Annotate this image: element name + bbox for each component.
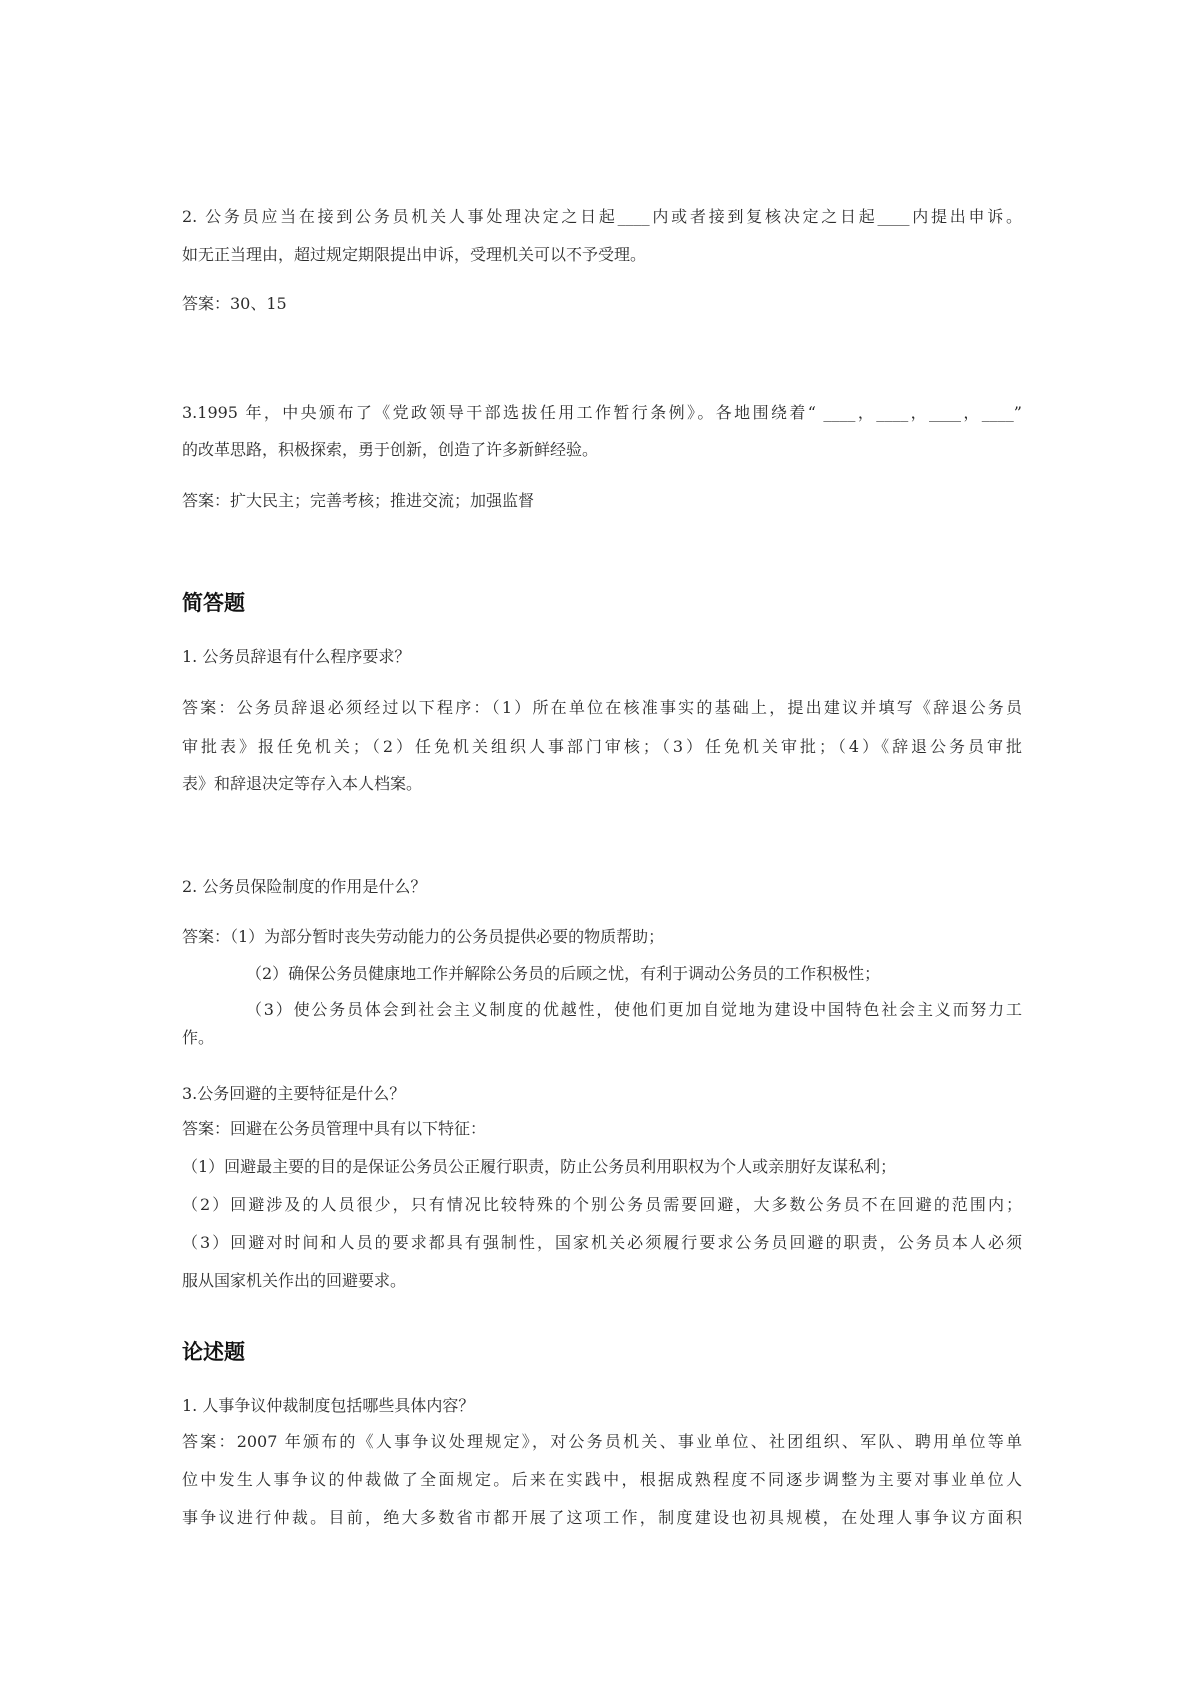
fill-in-question-2-line-2: 如无正当理由，超过规定期限提出申诉，受理机关可以不予受理。 <box>182 245 647 264</box>
short-answer-1-answer-line-2: 审批表》报任免机关；（2）任免机关组织人事部门审核；（3）任免机关审批；（4）《辞退公务员审批 <box>182 737 1022 756</box>
short-answer-2-answer-line-3: （3）使公务员体会到社会主义制度的优越性，使他们更加自觉地为建设中国特色社会主义而努力工 <box>246 1000 1022 1019</box>
short-answer-2-answer-line-2: （2）确保公务员健康地工作并解除公务员的后顾之忧，有利于调动公务员的工作积极性； <box>246 964 881 983</box>
short-answer-question-3: 3.公务回避的主要特征是什么？ <box>182 1084 406 1103</box>
short-answer-question-2: 2. 公务员保险制度的作用是什么？ <box>182 877 427 896</box>
short-answer-3-answer-line-1: 答案：回避在公务员管理中具有以下特征： <box>182 1119 487 1138</box>
short-answer-2-answer-line-4: 作。 <box>182 1028 215 1047</box>
essay-heading: 论述题 <box>182 1339 245 1364</box>
short-answer-3-answer-line-4: （3）回避对时间和人员的要求都具有强制性，国家机关必须履行要求公务员回避的职责，公务员本人必须 <box>182 1233 1022 1252</box>
essay-1-answer-line-3: 事争议进行仲裁。目前，绝大多数省市都开展了这项工作，制度建设也初具规模，在处理人事争议方面积 <box>182 1508 1022 1527</box>
essay-1-answer-line-2: 位中发生人事争议的仲裁做了全面规定。后来在实践中，根据成熟程度不同逐步调整为主要对事业单位人 <box>182 1470 1022 1489</box>
fill-in-question-3-line-1: 3.1995 年，中央颁布了《党政领导干部选拔任用工作暂行条例》。各地围绕着“ ____，____，____，____” <box>182 403 1022 422</box>
short-answer-3-answer-line-2: （1）回避最主要的目的是保证公务员公正履行职责，防止公务员利用职权为个人或亲朋好友谋私利； <box>182 1157 897 1176</box>
short-answer-3-answer-line-5: 服从国家机关作出的回避要求。 <box>182 1271 407 1290</box>
essay-question-1: 1. 人事争议仲裁制度包括哪些具体内容？ <box>182 1396 475 1415</box>
short-answer-1-answer-line-1: 答案：公务员辞退必须经过以下程序：（1）所在单位在核准事实的基础上，提出建议并填写《辞退公务员 <box>182 698 1022 717</box>
fill-in-question-3-line-2: 的改革思路，积极探索，勇于创新，创造了许多新鲜经验。 <box>182 440 599 459</box>
fill-in-question-2-line-1: 2. 公务员应当在接到公务员机关人事处理决定之日起____内或者接到复核决定之日起____内提出申诉。 <box>182 207 1022 226</box>
short-answer-heading: 简答题 <box>182 590 245 615</box>
short-answer-2-answer-line-1: 答案：（1）为部分暂时丧失劳动能力的公务员提供必要的物质帮助； <box>182 927 665 946</box>
short-answer-3-answer-line-3: （2）回避涉及的人员很少，只有情况比较特殊的个别公务员需要回避，大多数公务员不在回避的范围内； <box>182 1195 1022 1214</box>
short-answer-question-1: 1. 公务员辞退有什么程序要求？ <box>182 647 411 666</box>
short-answer-1-answer-line-3: 表》和辞退决定等存入本人档案。 <box>182 774 423 793</box>
fill-in-question-2-answer: 答案：30、15 <box>182 294 287 313</box>
fill-in-question-3-answer: 答案：扩大民主；完善考核；推进交流；加强监督 <box>182 491 535 510</box>
essay-1-answer-line-1: 答案：2007 年颁布的《人事争议处理规定》，对公务员机关、事业单位、社团组织、军队、聘用单位等单 <box>182 1432 1022 1451</box>
